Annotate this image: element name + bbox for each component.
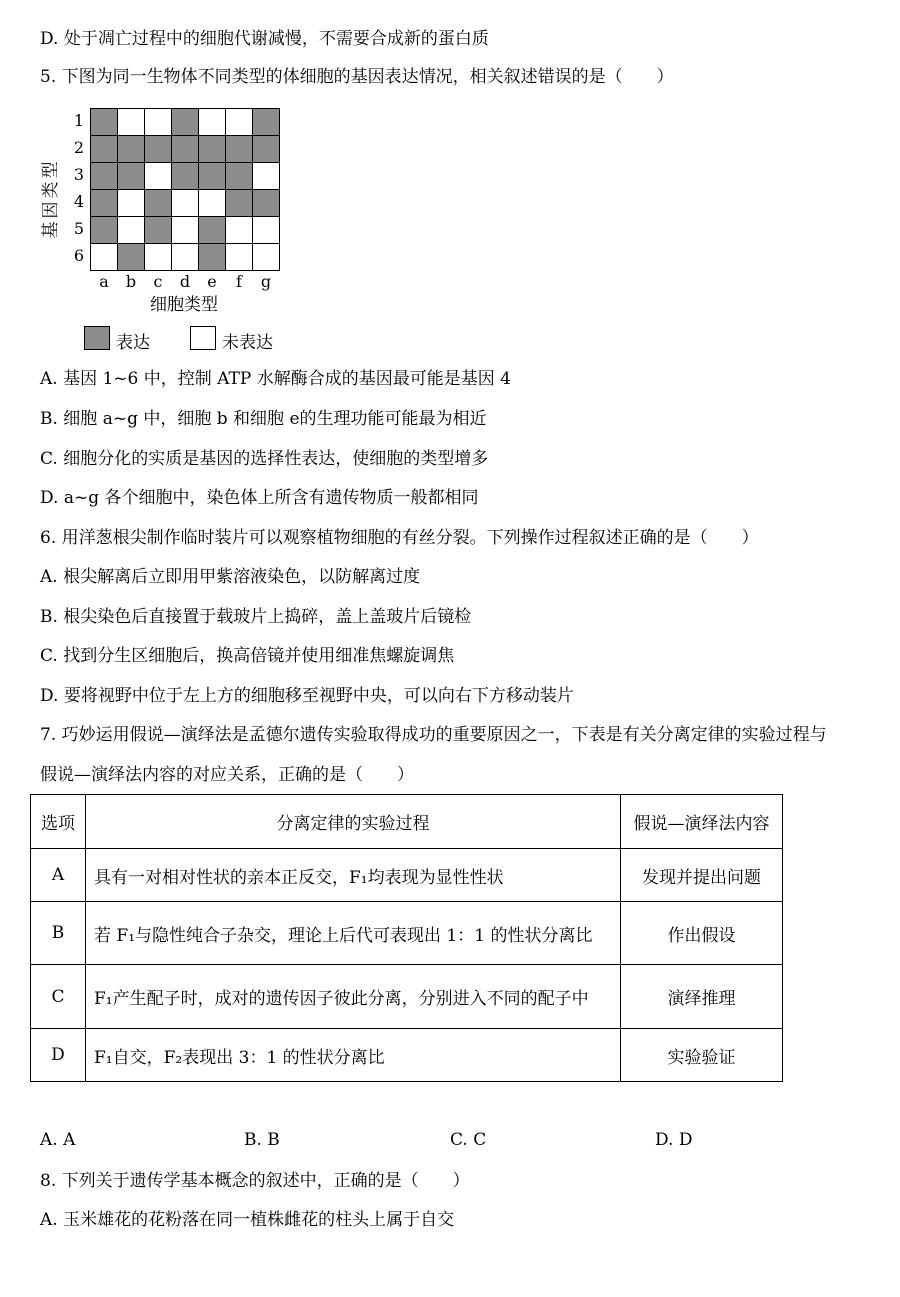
header-process: 分离定律的实验过程 [86, 795, 621, 849]
grid-cell [117, 243, 145, 271]
grid-cell [90, 135, 118, 163]
header-option: 选项 [31, 795, 86, 849]
grid-cell [225, 108, 253, 136]
row-label: 4 [73, 192, 84, 211]
header-method: 假说—演绎法内容 [621, 795, 783, 849]
grid-cell [252, 135, 280, 163]
grid-cell [90, 216, 118, 244]
grid-cell [144, 243, 172, 271]
q5-option-b: B. 细胞 a~g 中，细胞 b 和细胞 e的生理功能可能最为相近 [40, 409, 487, 429]
grid-cell [252, 189, 280, 217]
q6-option-b: B. 根尖染色后直接置于载玻片上捣碎，盖上盖玻片后镜检 [40, 607, 472, 627]
grid-cell [198, 108, 226, 136]
row-method: 演绎推理 [621, 965, 783, 1029]
grid-cell [90, 108, 118, 136]
col-label: e [207, 272, 217, 291]
row-method: 作出假设 [621, 902, 783, 965]
grid-cell [171, 162, 199, 190]
grid-cell [90, 162, 118, 190]
table-row [31, 902, 783, 965]
q5-option-c: C. 细胞分化的实质是基因的选择性表达，使细胞的类型增多 [40, 449, 489, 469]
q5-option-a: A. 基因 1~6 中，控制 ATP 水解酶合成的基因最可能是基因 4 [40, 369, 511, 389]
grid-cell [90, 189, 118, 217]
legend-not-expressed-label: 未表达 [222, 333, 273, 353]
q6-option-c: C. 找到分生区细胞后，换高倍镜并使用细准焦螺旋调焦 [40, 646, 455, 666]
q4-option-d: D. 处于凋亡过程中的细胞代谢减慢，不需要合成新的蛋白质 [40, 29, 489, 49]
table-row [31, 965, 783, 1029]
row-label: 3 [73, 165, 84, 184]
y-title-char: 型 [41, 161, 61, 179]
grid-cell [252, 243, 280, 271]
grid-cell [90, 243, 118, 271]
q7-stem-line2: 假说—演绎法内容的对应关系，正确的是（ ） [40, 765, 414, 785]
grid-cell [225, 216, 253, 244]
row-option: A [31, 849, 86, 902]
grid-cell [252, 216, 280, 244]
table-header-row [31, 795, 783, 849]
row-process: F₁自交，F₂表现出 3：1 的性状分离比 [86, 1029, 621, 1082]
x-axis-title: 细胞类型 [150, 295, 218, 315]
row-label: 1 [73, 111, 84, 130]
grid-cell [252, 162, 280, 190]
grid-cell [171, 216, 199, 244]
q6-option-a: A. 根尖解离后立即用甲紫溶液染色，以防解离过度 [40, 567, 421, 587]
legend-not-expressed-swatch [190, 326, 216, 350]
grid-cell [144, 135, 172, 163]
grid-cell [252, 108, 280, 136]
legend-expressed-label: 表达 [116, 333, 150, 353]
row-method: 实验验证 [621, 1029, 783, 1082]
grid-cell [225, 243, 253, 271]
grid-cell [117, 189, 145, 217]
col-label: d [179, 272, 191, 291]
y-title-char: 因 [41, 201, 61, 219]
grid-cell [117, 216, 145, 244]
legend-expressed-swatch [84, 326, 110, 350]
y-title-char: 类 [41, 181, 61, 199]
grid-cell [198, 162, 226, 190]
row-option: C [31, 965, 86, 1029]
q7-stem-line1: 7. 巧妙运用假说—演绎法是孟德尔遗传实验取得成功的重要原因之一，下表是有关分离定律的实验过程与 [40, 725, 827, 745]
grid-cell [225, 189, 253, 217]
q7-choice-c: C. C [450, 1130, 487, 1150]
col-label: g [260, 272, 272, 291]
row-label: 2 [73, 138, 84, 157]
grid-cell [171, 243, 199, 271]
grid-cell [225, 162, 253, 190]
row-process: 若 F₁与隐性纯合子杂交，理论上后代可表现出 1：1 的性状分离比 [86, 902, 621, 965]
row-option: D [31, 1029, 86, 1082]
row-method: 发现并提出问题 [621, 849, 783, 902]
q6-option-d: D. 要将视野中位于左上方的细胞移至视野中央，可以向右下方移动装片 [40, 686, 574, 706]
y-axis-title [40, 160, 62, 240]
grid-cell [198, 243, 226, 271]
grid-cell [144, 189, 172, 217]
grid-cell [198, 216, 226, 244]
q7-choice-d: D. D [655, 1130, 693, 1150]
grid-cell [171, 135, 199, 163]
q8-stem: 8. 下列关于遗传学基本概念的叙述中，正确的是（ ） [40, 1171, 470, 1191]
gene-expression-figure [40, 96, 340, 366]
row-process: F₁产生配子时，成对的遗传因子彼此分离，分别进入不同的配子中 [86, 965, 621, 1029]
q7-choice-a: A. A [40, 1130, 76, 1150]
grid-cell [144, 108, 172, 136]
row-process: 具有一对相对性状的亲本正反交，F₁均表现为显性性状 [86, 849, 621, 902]
col-label: f [236, 272, 242, 291]
grid-cell [144, 216, 172, 244]
grid-cell [225, 135, 253, 163]
q6-stem: 6. 用洋葱根尖制作临时装片可以观察植物细胞的有丝分裂。下列操作过程叙述正确的是（ ） [40, 528, 759, 548]
grid-cell [117, 162, 145, 190]
grid-cell [117, 135, 145, 163]
grid-cell [144, 162, 172, 190]
q7-table [30, 794, 783, 1082]
row-option: B [31, 902, 86, 965]
q8-option-a: A. 玉米雄花的花粉落在同一植株雌花的柱头上属于自交 [40, 1210, 455, 1230]
col-label: a [99, 272, 109, 291]
row-label: 5 [73, 219, 84, 238]
q7-choice-b: B. B [244, 1130, 280, 1150]
grid-cell [171, 108, 199, 136]
col-label: b [125, 272, 137, 291]
grid-cell [198, 189, 226, 217]
grid-cell [117, 108, 145, 136]
table-row [31, 849, 783, 902]
grid-cell [171, 189, 199, 217]
col-label: c [153, 272, 163, 291]
grid-cell [198, 135, 226, 163]
table-row [31, 1029, 783, 1082]
q5-option-d: D. a~g 各个细胞中，染色体上所含有遗传物质一般都相同 [40, 488, 479, 508]
q5-stem: 5. 下图为同一生物体不同类型的体细胞的基因表达情况，相关叙述错误的是（ ） [40, 67, 674, 87]
row-label: 6 [73, 246, 84, 265]
y-title-char: 基 [41, 221, 61, 239]
